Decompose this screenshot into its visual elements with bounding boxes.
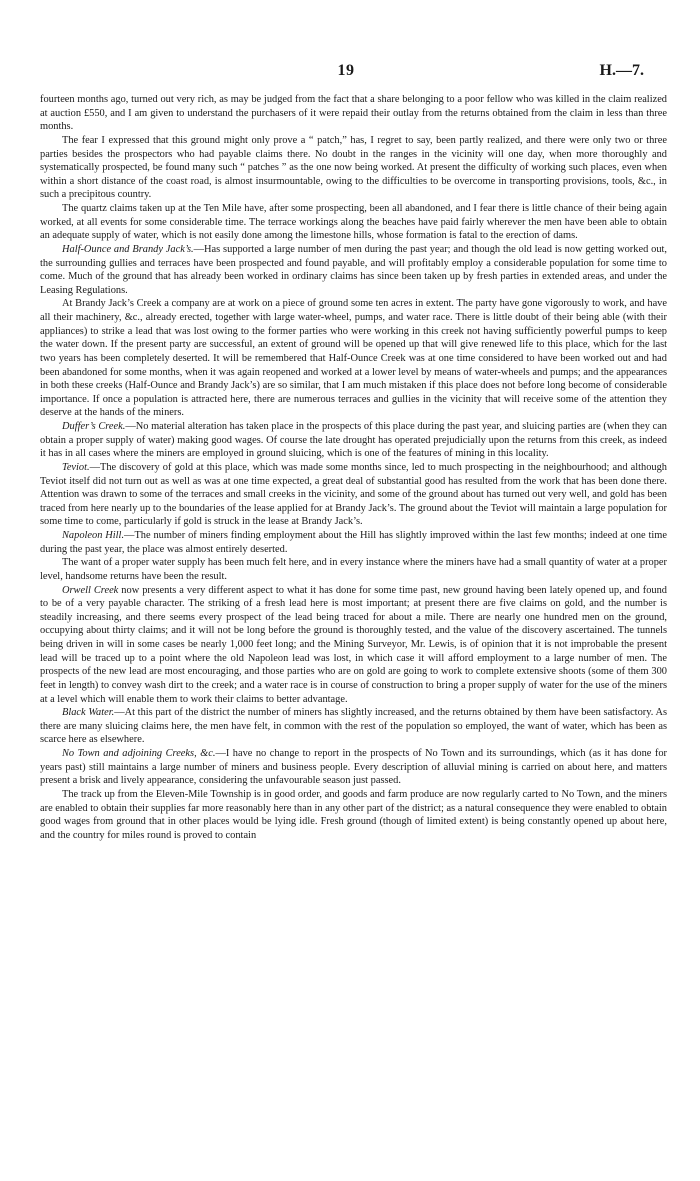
paragraph: fourteen months ago, turned out very rich, as may be judged from the fact that a share belonging to a poor fellow who was killed in the claim realized at auction £550, and I am given to understand the purchasers of it were repaid their outlay from the returns obtained from the claim in less than three months. [40, 94, 667, 133]
section-heading: Orwell Creek [62, 584, 119, 596]
section-heading: No Town and adjoining Creeks, &c. [62, 748, 216, 759]
paragraph: The quartz claims taken up at the Ten Mile have, after some prospecting, been all abandoned, and I fear there is little chance of their being again worked, at all events for some considerable time. The terrace workings along the beaches have paid fairly wherever the men have been able to obtain an adequate supply of water, which is not easily done among the limestone hills, whose formation is fatal to the erection of dams. [40, 203, 667, 242]
paragraph: The track up from the Eleven-Mile Township is in good order, and goods and farm produce are now regularly carted to No Town, and the miners are enabled to obtain their supplies far more reasonably here than in any other part of the district; as a natural consequence they were enabled to obtain good wages from ground that in other places would be lying idle. Fresh ground (though of limited extent) is being constantly opened up about here, and the country for miles round is proved to contain [40, 788, 667, 841]
paragraph: At Brandy Jack’s Creek a company are at work on a piece of ground some ten acres in extent. The party have gone vigorously to work, and have all their machinery, &c., already erected, together with large water-wheel, pumps, and water race. There is little doubt of their being able (with their appliances) to strike a lead that was lost owing to the former parties who were working in this creek not having sufficiently powerful pumps to keep the water down. If the present party are successful, an extent of ground will be opened up that will give renewed life to this place, which for the last two years has been completely deserted. It will be remembered that Half-Ounce Creek was at one time considered to have been worked out and had been abandoned for some months, when it was again reopened and worked at a lower level by means of water-wheels and pumps; and the appearances in both these creeks (Half-Ounce and Brandy Jack’s) are so similar, that I am much mistaken if this place does not before long become of considerable importance. If once a population is attracted here, there are numerous terraces and gullies in the vicinity that will receive some of the attention they deserve at the hands of the miners. [40, 298, 667, 419]
paragraph: No Town and adjoining Creeks, &c.—I have no change to report in the prospects of No Town and its surroundings, which (as it has done for years past) still maintains a large number of miners and business people. Every description of alluvial mining is carried on about here, and matters present a brisk and lively appearance, considering the unfavourable season just passed. [40, 748, 667, 787]
paragraph: Orwell Creek now presents a very different aspect to what it has done for some time past, new ground having been lately opened up, and found to be of a very payable character. The striking of a fresh lead here is most important; at present there are five claims on gold, and the number is steadily increasing, and there seems every prospect of the lead being traced for about a mile. There are nearly one hundred men on the ground, occupying about thirty claims; and it will not be long before the ground is thoroughly tested, and the value of the discovery ascertained. The tunnels being driven in will in some cases be nearly 1,000 feet long; and the Mining Surveyor, Mr. Lewis, is of opinion that it is not improbable the present lead will be traced up to a point where the old Napoleon lead was lost, in which case it will afford employment to a large number of men. The prospects of the new lead are most encouraging, and those parties who are on gold are going to work to complete extensive shoots (some of them 300 feet in length) to convey wash dirt to the creek; and a water race is in course of construction to bring a proper supply of water for the use of the miners at a level which will enable them to work their claims to better advantage. [40, 584, 667, 705]
paragraph: Teviot.—The discovery of gold at this place, which was made some months since, led to much prospecting in the neighbourhood; and although Teviot itself did not turn out as well as was at one time expected, a great deal of substantial good has resulted from the work that has been done there. Attention was drawn to some of the terraces and small creeks in the vicinity, and some of the ground about has turned out very well, and gold has been traced from here nearly up to the boundaries of the lease applied for at Brandy Jack’s. The ground about the Teviot will maintain a large population for some time to come, particularly if gold is struck in the lease at Brandy Jack’s. [40, 461, 667, 528]
paragraph: The fear I expressed that this ground might only prove a “ patch,” has, I regret to say, been partly realized, and there were only two or three parties besides the prospectors who had payable claims there. No doubt in the ranges in the vicinity will one day, when more thoroughly and systematically prospected, be found many such “ patches ” as the one now being worked. At present the difficulty of working such places, even when within a short distance of the coast road, is almost insurmountable, owing to the difficulties to be overcome in transporting provisions, tools, &c., in such a precipitous country. [40, 134, 667, 201]
paragraph: Napoleon Hill.—The number of miners finding employment about the Hill has slightly improved within the last few months; indeed at one time during the past year, the place was almost entirely deserted. [40, 530, 667, 555]
section-heading: Duffer’s Creek. [62, 421, 126, 432]
paragraph: Black Water.—At this part of the district the number of miners has slightly increased, and the returns obtained by them have been satisfactory. As there are many sluicing claims here, the men have felt, in common with the rest of the population so employed, the want of water, which has been as scarce here as elsewhere. [40, 707, 667, 746]
section-heading: Teviot. [62, 461, 90, 473]
section-heading: Black Water. [62, 707, 115, 719]
paragraph: Half-Ounce and Brandy Jack’s.—Has supported a large number of men during the past year; and though the old lead is now getting worked out, the surrounding gullies and terraces have been prospected and found payable, and will profitably employ a considerable population for some time to come. Much of the ground that has already been worked in ordinary claims has since been taken up by fresh parties in extended areas, and under the Leasing Regulations. [40, 243, 668, 296]
body-text [40, 93, 667, 842]
page-number: 19 [337, 62, 355, 79]
section-heading: Half-Ounce and Brandy Jack’s. [62, 243, 194, 255]
document-reference: H.—7. [599, 62, 644, 79]
paragraph: The want of a proper water supply has been much felt here, and in every instance where the miners have had a small quantity of water at a proper level, handsome returns have been the result. [40, 557, 667, 582]
section-heading: Napoleon Hill. [62, 530, 125, 541]
paragraph: Duffer’s Creek.—No material alteration has taken place in the prospects of this place during the past year, and sluicing parties are (when they can obtain a proper supply of water) making good wages. Of course the late drought has operated prejudicially upon the returns from this creek, as indeed it has in all cases where the miners are employed in ground sluicing, which is one of the features of mining in this locality. [40, 421, 668, 460]
